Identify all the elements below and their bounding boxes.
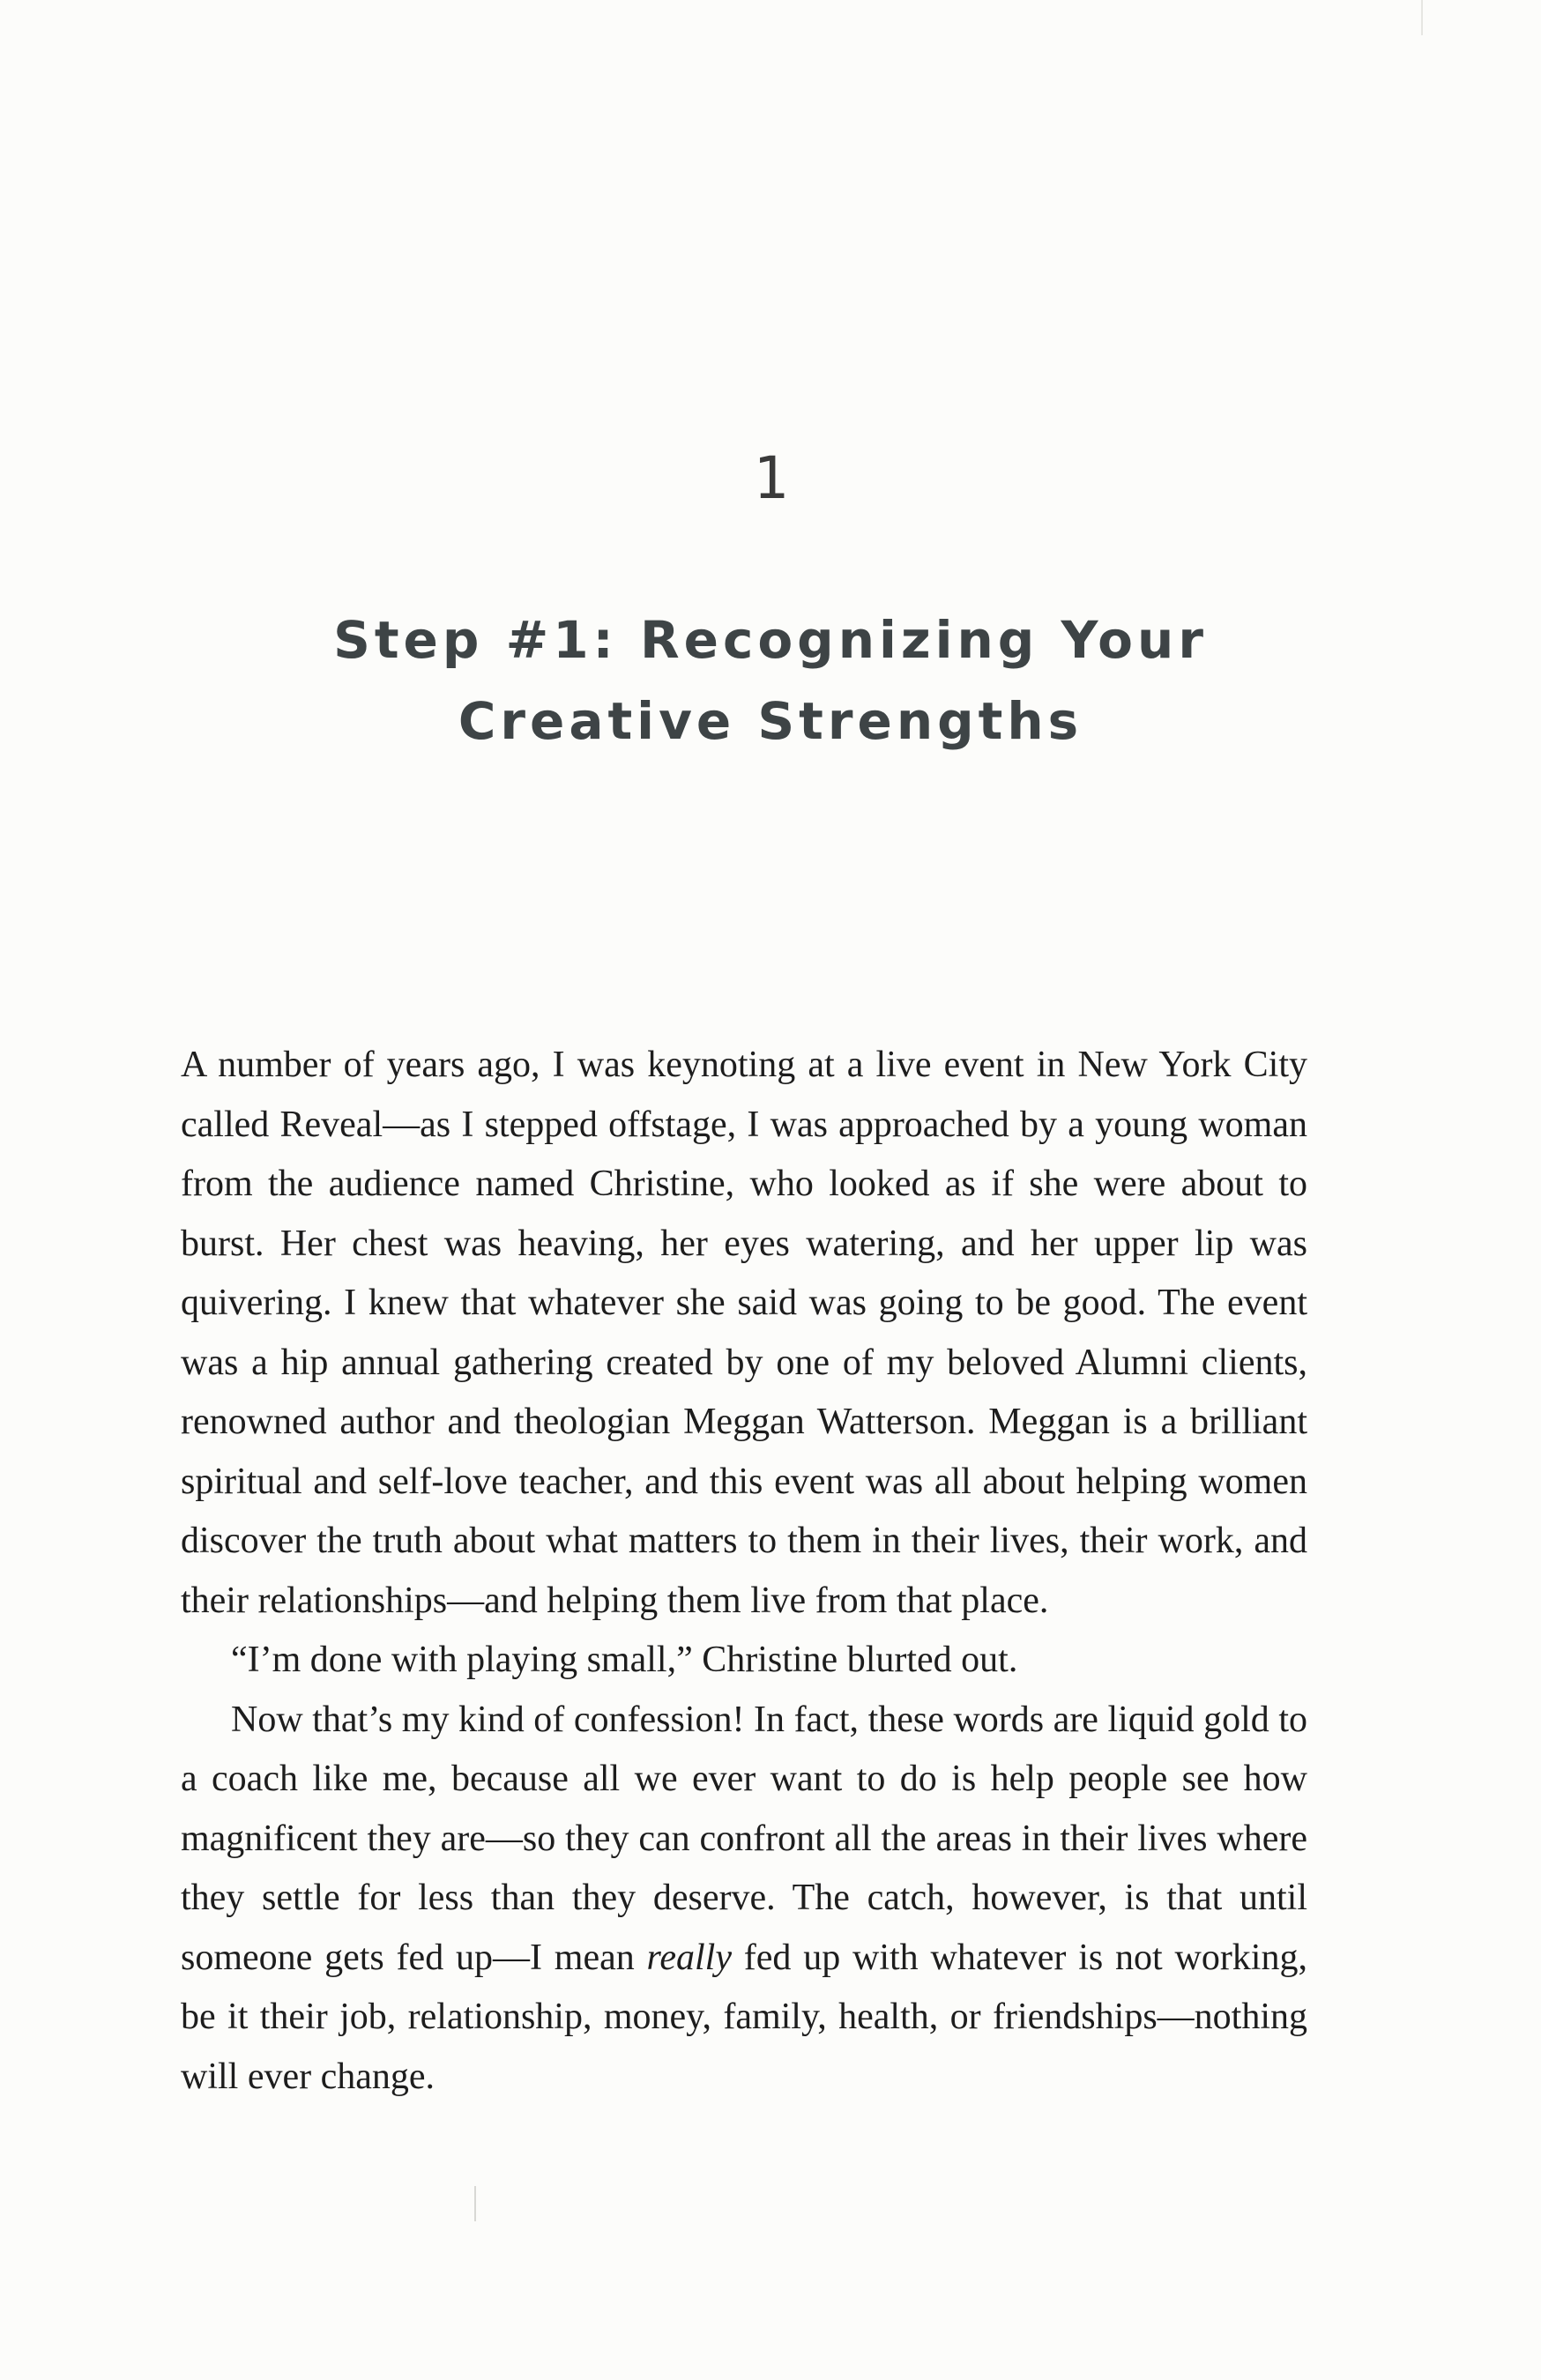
chapter-title-line-1: Step #1: Recognizing Your (333, 610, 1208, 670)
scan-artifact-line (1421, 0, 1423, 35)
chapter-number: 1 (753, 444, 788, 512)
chapter-title-line-2: Creative Strengths (458, 691, 1083, 751)
chapter-body (181, 1036, 1307, 2107)
paragraph-confession-text-start: Now that’s my kind of confession! In fact, these words are liquid gold to a coach like me, because all we ever want to do is help people see how magnificent they are—so they can confront all the areas in their lives where they settle for less than they deserve. The catch, however, is that until someone gets fed up—I mean (181, 1699, 1307, 1978)
emphasis-really: really (646, 1937, 732, 1978)
paragraph-confession (181, 1691, 1307, 2108)
paragraph-confession-text-end: fed up with whatever is not working, be it their job, relationship, money, family, health, or friendships—nothing will ever change. (181, 1937, 1307, 2097)
paragraph-quote: “I’m done with playing small,” Christine blurted out. (231, 1640, 1018, 1680)
chapter-title (0, 599, 1541, 762)
paragraph-opening: A number of years ago, I was keynoting at a live event in New York City called Reveal—as I stepped offstage, I was approached by a young woman from the audience named Christine, who looked as if she were about to burst. Her chest was heaving, her eyes watering, and her upper lip was quivering. I knew that whatever she said was going to be good. The event was a hip annual gathering created by one of my beloved Alumni clients, renowned author and theologian Meggan Watterson. Meggan is a brilliant spiritual and self-love teacher, and this event was all about helping women discover the truth about what matters to them in their lives, their work, and their relationships—and helping them live from that place. (181, 1045, 1307, 1621)
scan-artifact-line (474, 2186, 476, 2221)
